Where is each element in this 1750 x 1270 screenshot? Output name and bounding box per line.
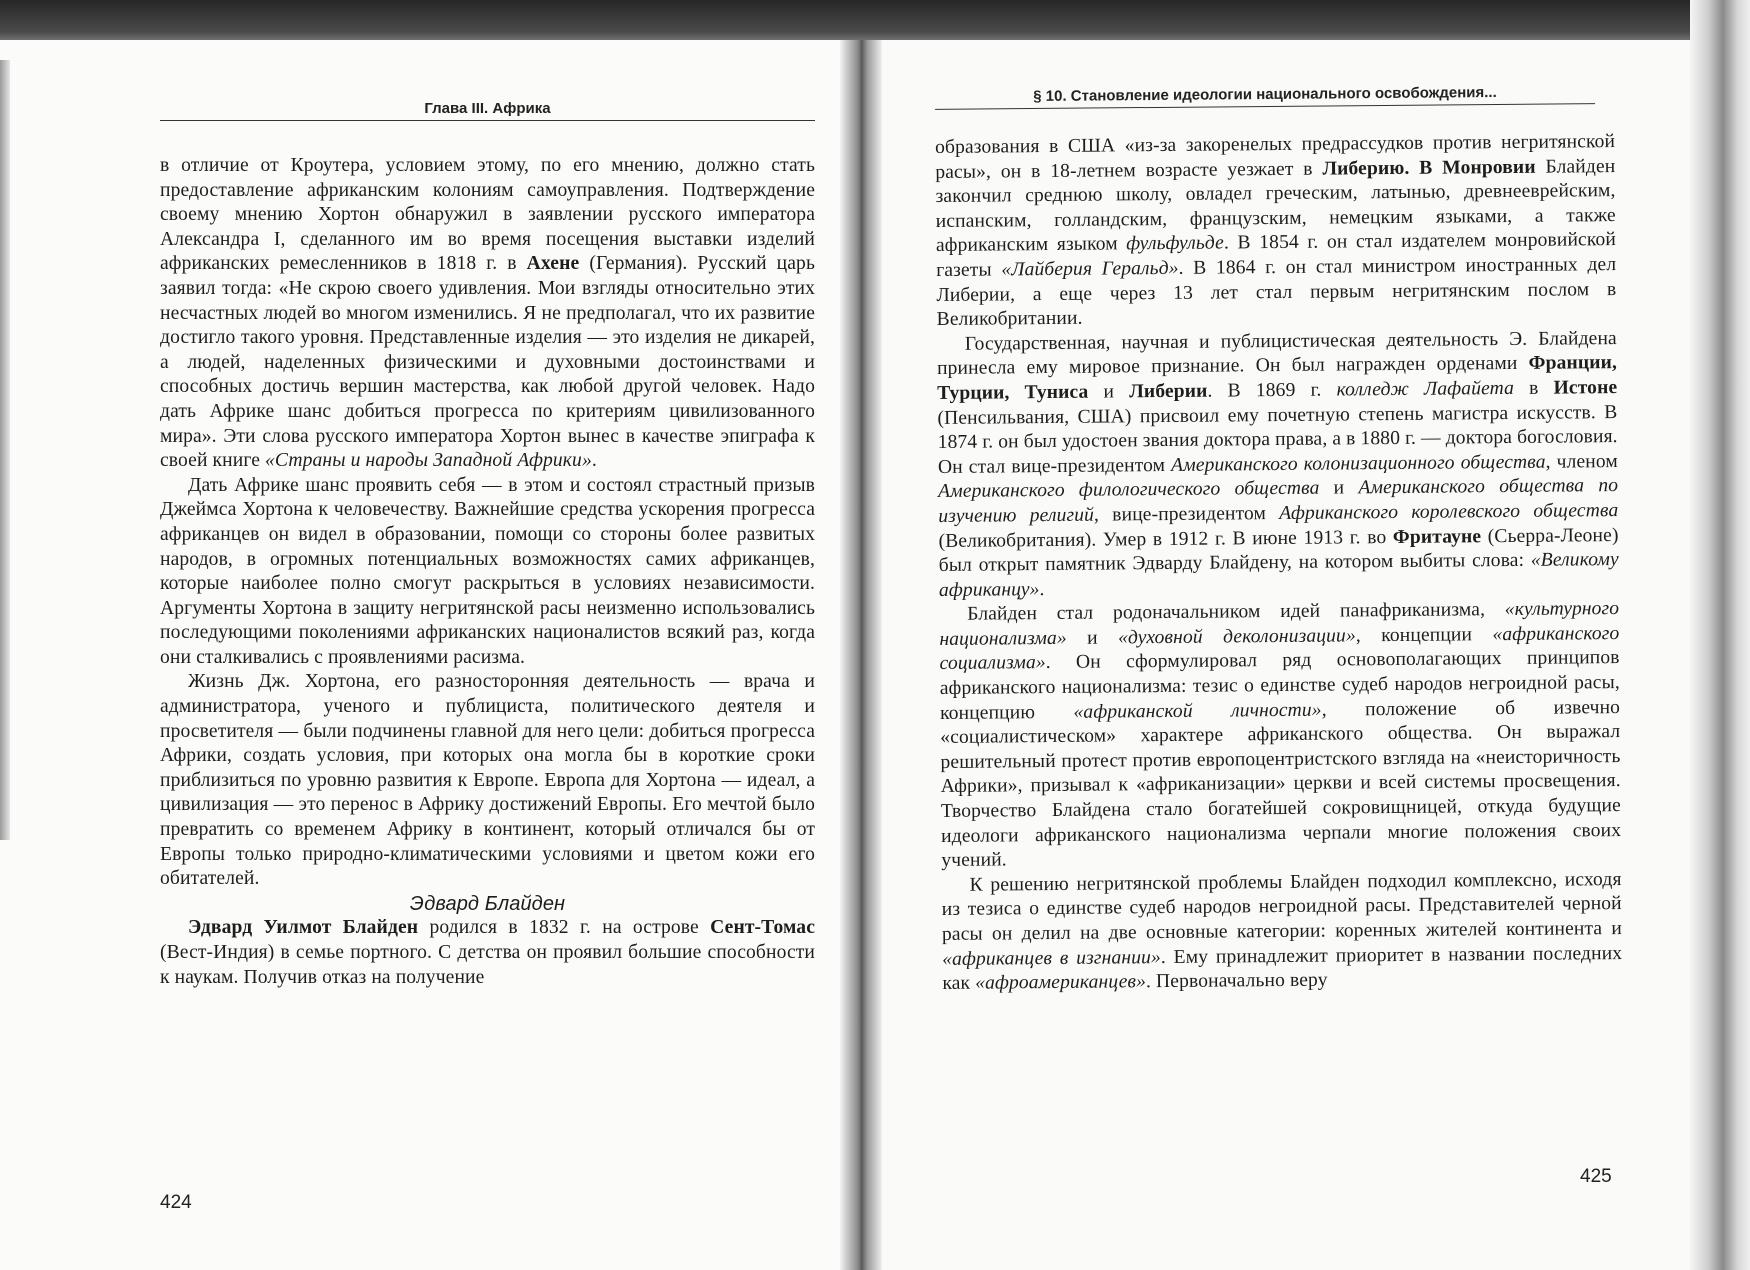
- left-running-head: Глава III. Африка: [160, 100, 815, 121]
- bold-term: Франции, Турции, Туниса: [937, 352, 1618, 404]
- text-run: образования в США «из-за закоренелых предрассудков против негритянской расы», он в 18-летнем возрасте уезжает в: [935, 131, 1616, 183]
- text-run: , членом: [1545, 450, 1618, 473]
- text-run: К решению негритянской проблемы Блайден подходил комплексно, исходя из тезиса о единстве судеб народов негроидной расы. Представителей черной расы он делил на две основные категории: коренных жителей континента и: [941, 868, 1623, 945]
- text-run: (Сьерра-Леоне) был открыт памятник Эдварду Блайдену, на котором выбиты слова:: [938, 524, 1619, 577]
- italic-term: «Лайберия Геральд»: [1001, 257, 1179, 281]
- paragraph: [160, 670, 815, 891]
- italic-term: Американского общества по изучению религий: [938, 475, 1619, 527]
- text-run: , вице-президентом: [1093, 502, 1280, 526]
- paragraph: [160, 916, 815, 990]
- italic-term: «африканцев в изгнании»: [942, 946, 1161, 970]
- left-page-number: 424: [160, 1192, 192, 1213]
- text-run: . Он сформулировал ряд основополагающих принципов африканского национализма: тезис о единстве судеб народов негроидной расы, концепцию: [939, 647, 1620, 724]
- bold-term: Ахене: [526, 253, 580, 275]
- paragraph: [935, 130, 1617, 333]
- text-run: Блайден стал родоначальником идей панафриканизма,: [967, 599, 1505, 626]
- bold-term: Либерию. В Монровии: [1322, 156, 1536, 180]
- right-page-number: 425: [1580, 1166, 1612, 1187]
- right-running-head: § 10. Становление идеологии национального освобождения...: [935, 83, 1595, 110]
- italic-term: фульфульде: [1126, 232, 1224, 255]
- bold-term: Истоне: [1553, 376, 1618, 399]
- bold-term: Фритауне: [1392, 525, 1482, 548]
- text-run: и: [1066, 627, 1119, 649]
- italic-term: Американского филологического общества: [938, 477, 1320, 503]
- italic-term: «духовной деколонизации»: [1118, 625, 1356, 649]
- italic-term: «Великому африканцу»: [938, 549, 1619, 601]
- text-run: Жизнь Дж. Хортона, его разносторонняя деятельность — врача и администратора, ученого и публициста, политического деятеля и просветителя — были подчинены главной для него цели: добиться прогресса Африки, создать условия, при которых она могла бы в короткие сроки приблизиться по уровню развития к Европе. Европа для Хортона — идеал, а цивилизация — это перенос в Африку достижений Европы. Его мечтой было превратить со временем Африку в континент, который отличался бы от Европы только природно-климатическими условиями и цветом кожи его обитателей.: [160, 671, 815, 890]
- bold-term: Сент-Томас: [710, 917, 815, 939]
- paragraph: [941, 868, 1622, 997]
- italic-term: Американского колонизационного общества: [1171, 451, 1546, 476]
- text-run: (Германия). Русский царь заявил тогда: «Не скрою своего удивления. Мои взгляды относительно этих несчастных людей во многом изменились. Я не предполагал, что их развитие достигло такого уровня. Представленные изделия — это изделия не дикарей, а людей, наделенных физическими и духовными достоинствами и способных достичь вершин мастерства, как любой другой человек. Надо дать Африке шанс добиться прогресса по критериям цивилизованного мира». Эти слова русского императора Хортон вынес в качестве эпиграфа к своей книге: [160, 253, 815, 472]
- italic-term: «африканского социализма»: [939, 622, 1620, 675]
- left-page-edge: [0, 60, 10, 840]
- text-run: (Вест-Индия) в семье портного. С детства он проявил большие способности к наукам. Получив отказ на получение: [160, 942, 815, 988]
- text-run: (Великобритания). Умер в 1912 г. В июне 1913 г. во: [938, 526, 1393, 552]
- italic-term: «Страны и народы Западной Африки»: [265, 450, 592, 472]
- text-run: и: [1319, 477, 1359, 499]
- text-run: , положение об извечно «социалистическом» характере африканского общества. Он выражал решительный протест против европоцентристского взгляда на «неисторичность Африки», призывал к «африканизации» церкви и всей системы просвещения. Творчество Блайдена стало богатейшей сокровищницей, откуда будущие идеологи африканского национализма черпали многие положения своих учений.: [940, 696, 1622, 872]
- right-paragraphs: [935, 130, 1622, 997]
- bold-term: Эдвард Уилмот Блайден: [188, 917, 419, 939]
- book-gutter: [840, 40, 882, 1270]
- text-run: .: [591, 450, 597, 472]
- right-page-text: [935, 130, 1622, 997]
- text-run: и: [1088, 381, 1130, 403]
- italic-term: Африканского королевского общества: [1279, 499, 1619, 524]
- paragraph: [160, 474, 815, 671]
- text-run: (Пенсильвания, США) присвоил ему почетную степень магистра искусств. В 1874 г. он был удостоен звания доктора права, а в 1880 г. — доктора богословия. Он стал вице-президентом: [937, 401, 1618, 478]
- text-run: . В 1869 г.: [1207, 379, 1337, 402]
- italic-term: колледж Лафайета: [1336, 377, 1515, 401]
- paragraph: [937, 327, 1619, 603]
- italic-term: «культурного национализма»: [939, 598, 1620, 650]
- section-subheading: Эдвард Блайден: [409, 892, 566, 915]
- text-run: в отличие от Кроутера, условием этому, по его мнению, должно стать предоставление африканским колониям самоуправления. Подтверждение своему мнению Хортон обнаружил в заявлении русского императора Александра I, сделанного им во время посещения выставки изделий африканских ремесленников в 1818 г. в: [160, 155, 815, 275]
- text-run: в: [1513, 377, 1554, 399]
- text-run: Дать Африке шанс проявить себя — в этом и состоял страстный призыв Джеймса Хортона к человечеству. Важнейшие средства ускорения прогресса африканцев он видел в образовании, помощи со стороны более развитых народов, в огромных потенциальных возможностях самих африканцев, которые наиболее полно смогут раскрыться в условиях независимости. Аргументы Хортона в защиту негритянской расы неизменно использовались последующими поколениями африканских националистов всякий раз, когда они сталкивались с проявлениями расизма.: [160, 474, 815, 668]
- italic-term: «афроамериканцев»: [975, 971, 1147, 994]
- paragraph: [939, 597, 1621, 873]
- bold-term: Либерии: [1129, 380, 1208, 403]
- left-page-text: [160, 154, 815, 990]
- text-run: , концепции: [1355, 624, 1493, 647]
- paragraph: [160, 154, 815, 474]
- left-paragraphs: [160, 154, 815, 892]
- text-run: Блайден закончил среднюю школу, овладел греческим, латынью, древнееврейским, испанским, голландским, французским, немецким языками, а также африканским языком: [935, 155, 1616, 257]
- text-run: . Ему принадлежит приоритет в названии последних как: [942, 942, 1623, 995]
- right-page-edge: [1690, 0, 1750, 1270]
- text-run: . Первоначально веру: [1145, 969, 1328, 993]
- text-run: Государственная, научная и публицистическая деятельность Э. Блайдена принесла ему мировое признание. Он был награжден орденами: [936, 327, 1617, 380]
- text-run: .: [1039, 578, 1045, 600]
- text-run: . В 1864 г. он стал министром иностранных дел Либерии, а еще через 13 лет стал первым негритянским послом в Великобритании.: [936, 254, 1617, 331]
- italic-term: «африканской личности»: [1073, 699, 1322, 723]
- text-run: . В 1854 г. он стал издателем монровийской газеты: [936, 229, 1617, 281]
- left-paragraphs-after: [160, 916, 815, 990]
- text-run: родился в 1832 г. на острове: [418, 917, 711, 939]
